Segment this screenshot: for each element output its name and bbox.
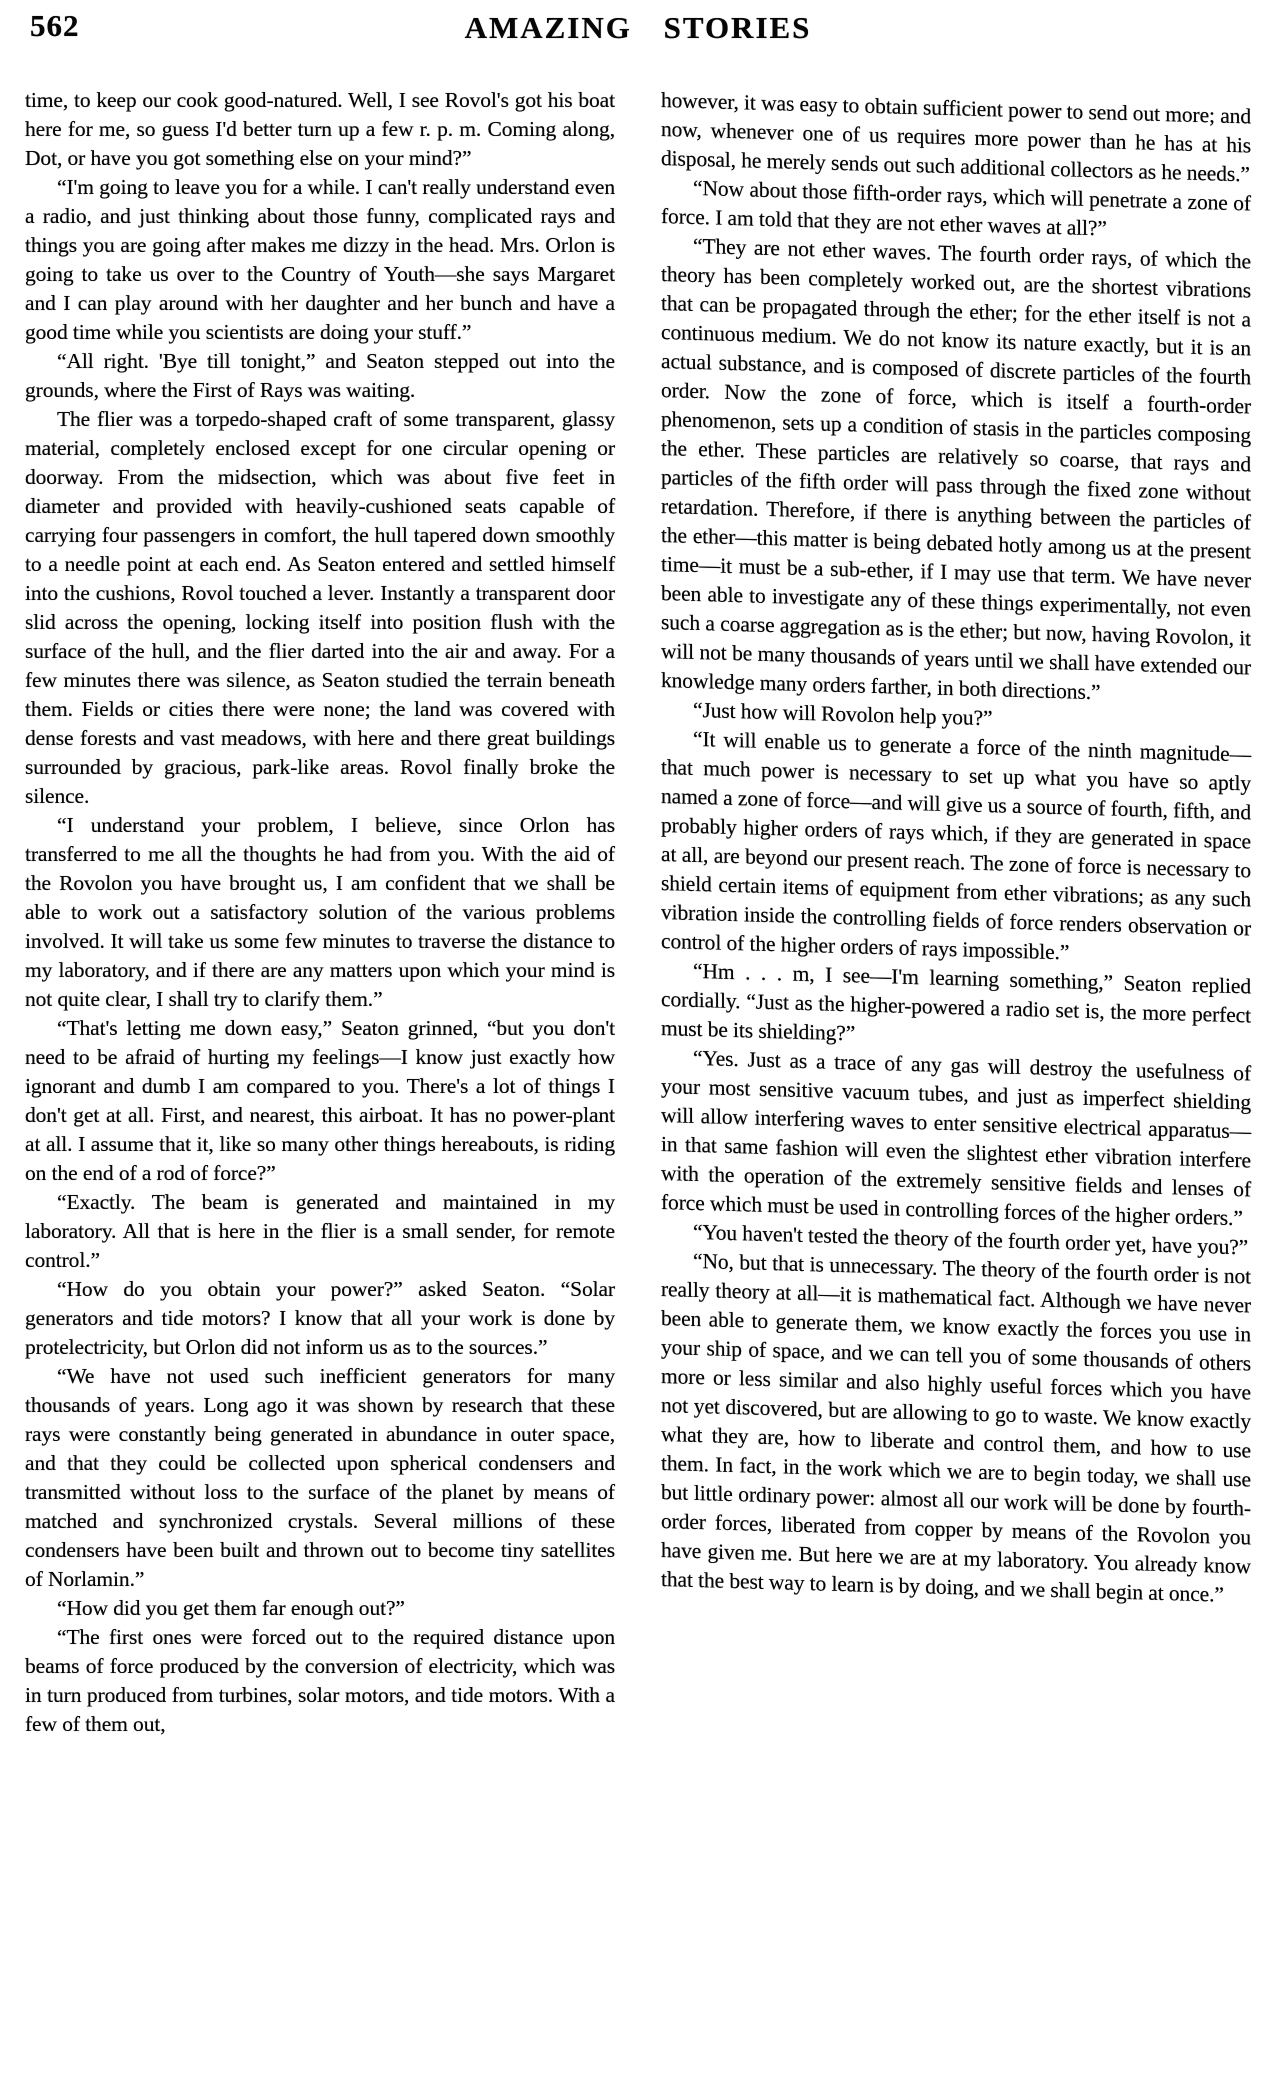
paragraph: “How did you get them far enough out?” bbox=[57, 1596, 405, 1620]
paragraph: “That's letting me down easy,” Seaton grinned, “but you don't need to be afraid of hurting my feelings—I know just exactly how ignorant and dumb I am compared to you. There's a lot of things I don't get at all. First, and nearest, this airboat. It has no power-plant at all. I assume that it, like so many other things hereabouts, is riding on the end of a rod of force?” bbox=[25, 1016, 615, 1185]
text-columns bbox=[0, 86, 1276, 1739]
page-header bbox=[0, 0, 1276, 62]
paragraph: “They are not ether waves. The fourth order rays, of which the theory has been completely worked out, are the shortest vibrations that can be propagated through the ether; for the ether itself is not a continuous medium. We do not know its nature exactly, but it is an actual substance, and is composed of discrete particles of the fourth order. Now the zone of force, which is itself a fourth-order phenomenon, sets up a condition of stasis in the particles composing the ether. These particles are relatively so coarse, that rays and particles of the fifth order will pass through the fixed zone without retardation. Therefore, if there is anything between the particles of the ether—this matter is being debated hotly among us at the present time—it must be a sub-ether, if I may use that term. We have never been able to investigate any of these things experimentally, not even such a coarse aggregation as is the ether; but now, having Rovolon, it will not be many thousands of years until we shall have extended our knowledge many orders farther, in both directions.” bbox=[661, 233, 1251, 705]
paragraph: “You haven't tested the theory of the fourth order yet, have you?” bbox=[693, 1219, 1249, 1260]
paragraph: “Yes. Just as a trace of any gas will destroy the usefulness of your most sensitive vacuum tubes, and just as imperfect shielding will allow interfering waves to enter sensitive electrical apparatus—in that same fashion will even the slightest ether vibration interfere with the operation of the extremely sensitive fields and lenses of force which must be used in controlling forces of the higher orders.” bbox=[661, 1045, 1251, 1231]
paragraph: “All right. 'Bye till tonight,” and Seaton stepped out into the grounds, where the First of Rays was waiting. bbox=[25, 349, 615, 402]
paragraph: “Just how will Rovolon help you?” bbox=[693, 697, 993, 731]
paragraph: “How do you obtain your power?” asked Seaton. “Solar generators and tide motors? I know that all your work is done by protelectricity, but Orlon did not inform us as to the sources.” bbox=[25, 1277, 615, 1359]
paragraph: time, to keep our cook good-natured. Well, I see Rovol's got his boat here for me, so guess I'd better turn up a few r. p. m. Coming along, Dot, or have you got something else on your mind?” bbox=[25, 88, 615, 170]
magazine-title: AMAZING STORIES bbox=[464, 10, 812, 45]
paragraph: The flier was a torpedo-shaped craft of some transparent, glassy material, completely enclosed except for one circular opening or doorway. From the midsection, which was about five feet in diameter and provided with heavily-cushioned seats capable of carrying four passengers in comfort, the hull tapered down smoothly to a needle point at each end. As Seaton entered and settled himself into the cushions, Rovol touched a lever. Instantly a transparent door slid across the opening, locking itself into position flush with the surface of the hull, and the flier darted into the air and away. For a few minutes there was silence, as Seaton studied the terrain beneath them. Fields or cities there were none; the land was covered with dense forests and vast meadows, with here and there great buildings surrounded by gracious, park-like areas. Rovol finally broke the silence. bbox=[25, 407, 615, 808]
paragraph: “It will enable us to generate a force of the ninth magnitude—that much power is necessary to set up what you have so aptly named a zone of force—and will give us a source of fourth, fifth, and probably higher orders of rays which, if they are generated in space at all, are beyond our present reach. The zone of force is necessary to shield certain items of equipment from ether vibrations; as any such vibration inside the controlling fields of force renders observation or control of the higher orders of rays impossible.” bbox=[661, 726, 1251, 965]
paragraph: “Hm . . . m, I see—I'm learning something,” Seaton replied cordially. “Just as the higher-powered a radio set is, the more perfect must be its shielding?” bbox=[661, 958, 1251, 1046]
paragraph: however, it was easy to obtain sufficient power to send out more; and now, whenever one of us requires more power than he has at his disposal, he merely sends out such additional collectors as he needs.” bbox=[661, 88, 1251, 187]
paragraph: “Now about those fifth-order rays, which will penetrate a zone of force. I am told that they are not ether waves at all?” bbox=[661, 175, 1251, 241]
paragraph: “No, but that is unnecessary. The theory of the fourth order is not really theory at all—it is mathematical fact. Although we have never been able to generate them, we know exactly the forces you use in your ship of space, and we can tell you of some thousands of others more or less similar and also highly useful forces which you have not yet discovered, but are allowing to go to waste. We know exactly what they are, how to liberate and control them, and how to use them. In fact, in the work which we are to begin today, we shall use but little ordinary power: almost all our work will be done by fourth-order forces, liberated from copper by means of the Rovolon you have given me. But here we are at my laboratory. You already know that the best way to learn is by doing, and we shall begin at once.” bbox=[661, 1248, 1251, 1607]
right-column bbox=[661, 86, 1251, 1755]
paragraph: “I understand your problem, I believe, since Orlon has transferred to me all the thoughts he had from you. With the aid of the Rovolon you have brought us, I am confident that we shall be able to work out a satisfactory solution of the various problems involved. It will take us some few minutes to traverse the distance to my laboratory, and if there are any matters upon which your mind is not quite clear, I shall try to clarify them.” bbox=[25, 813, 615, 1011]
left-column bbox=[25, 86, 615, 1739]
page-number: 562 bbox=[30, 8, 80, 43]
paragraph: “The first ones were forced out to the required distance upon beams of force produced by the conversion of electricity, which was in turn produced from turbines, solar motors, and tide motors. With a few of them out, bbox=[25, 1625, 615, 1736]
paragraph: “We have not used such inefficient generators for many thousands of years. Long ago it was shown by research that these rays were constantly being generated in abundance in outer space, and that they could be collected upon spherical condensers and transmitted without loss to the surface of the planet by means of matched and synchronized crystals. Several millions of these condensers have been built and thrown out to become tiny satellites of Norlamin.” bbox=[25, 1364, 615, 1591]
paragraph: “I'm going to leave you for a while. I can't really understand even a radio, and just thinking about those funny, complicated rays and things you are going after makes me dizzy in the head. Mrs. Orlon is going to take us over to the Country of Youth—she says Margaret and I can play around with her daughter and her bunch and have a good time while you scientists are doing your stuff.” bbox=[25, 175, 615, 344]
paragraph: “Exactly. The beam is generated and maintained in my laboratory. All that is here in the flier is a small sender, for remote control.” bbox=[25, 1190, 615, 1272]
